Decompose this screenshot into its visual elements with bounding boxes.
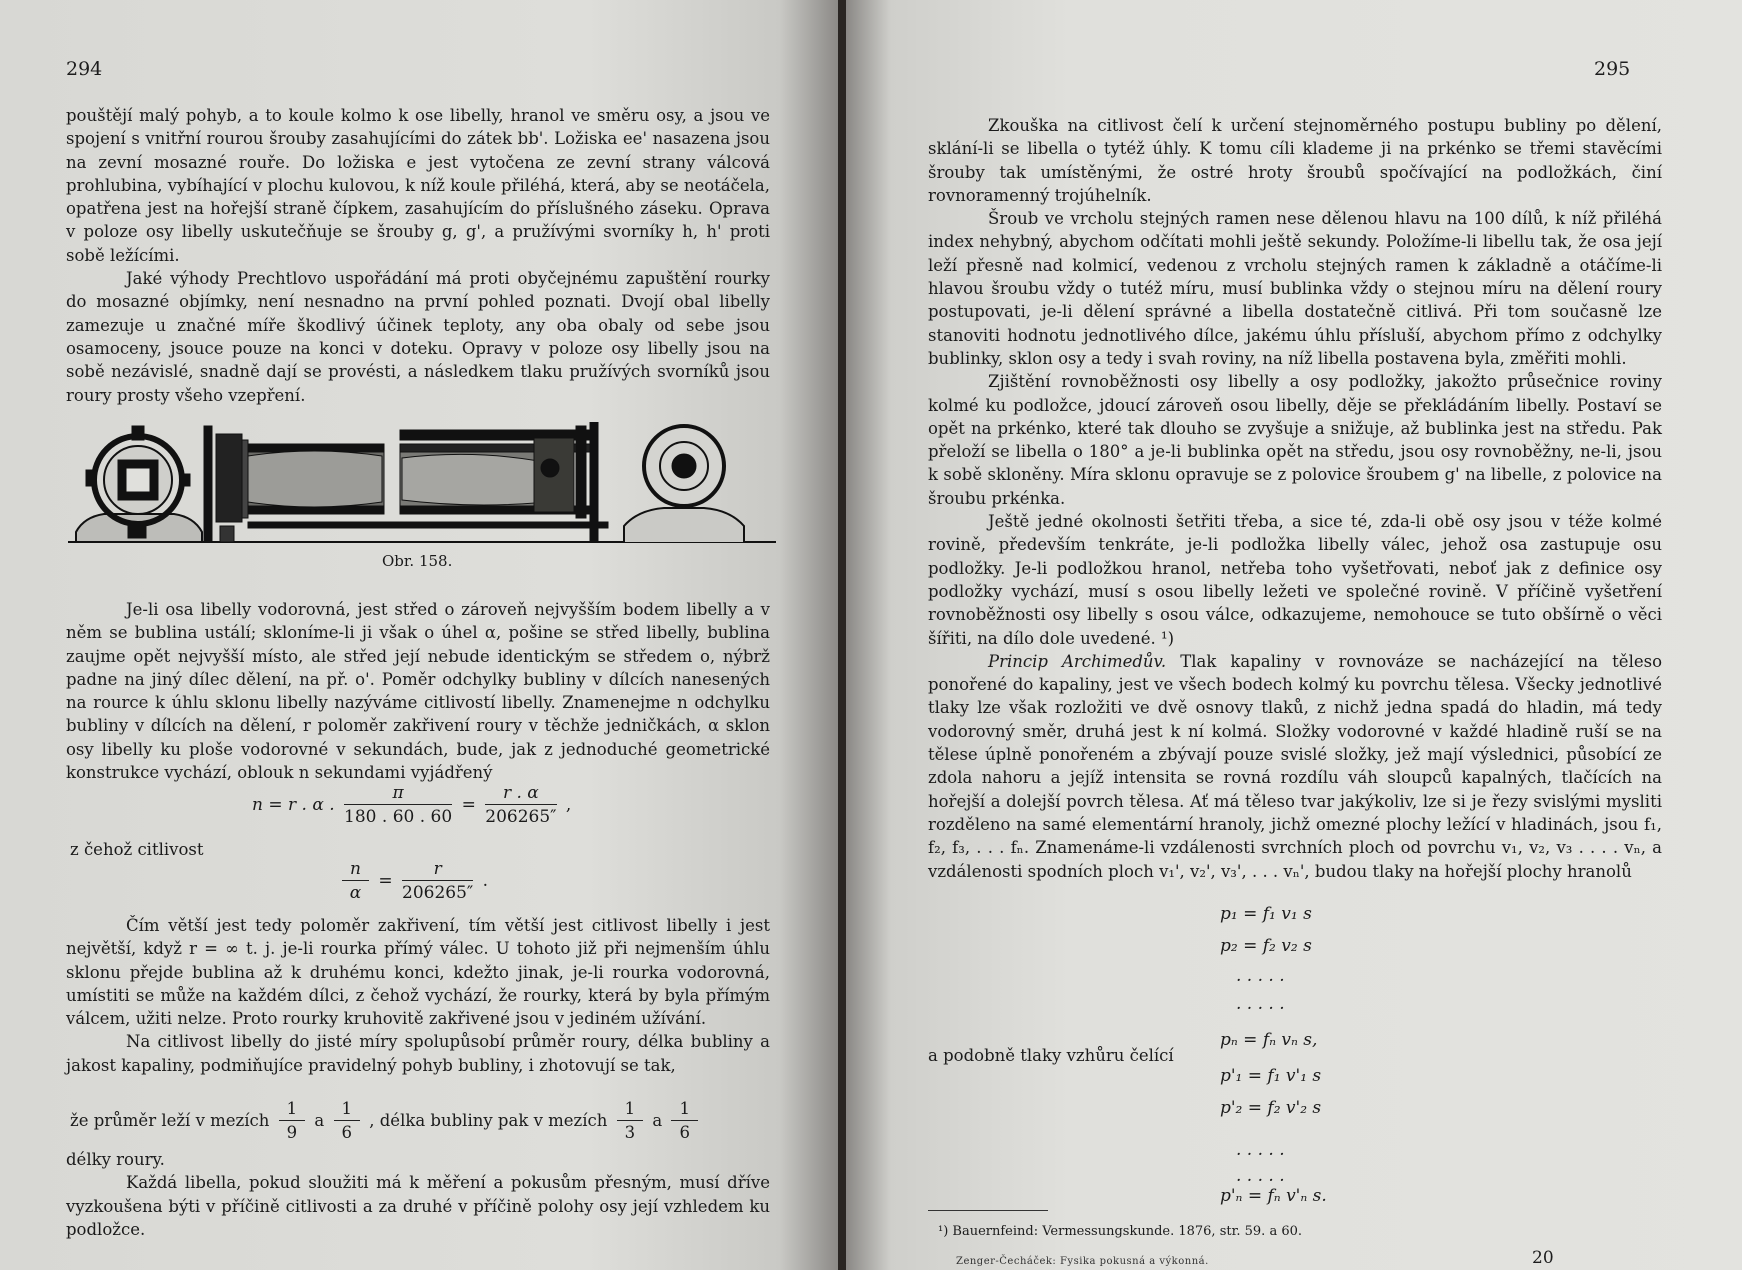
paragraph-5: Na citlivost libelly do jisté míry spolupůsobí průměr roury, délka bubliny a jakost kapaliny, podmiňujíce pravidelný pohyb bubliny, i zhotovují se tak, [66,1032,770,1075]
label-citlivost: z čehož citlivost [70,840,204,859]
footnote: ¹) Bauernfeind: Vermessungskunde. 1876, str. 59. a 60. [938,1224,1303,1239]
paragraph [66,598,770,784]
paragraph-2: Šroub ve vrcholu stejných ramen nese dělenou hlavu na 100 dílů, k níž přiléhá index nehybný, abychom odčítati mohli ještě sekundy. Položíme-li libellu tak, že osa její leží přesně nad kolmicí, vedenou z vrcholu stejných ramen k základně a otáčíme-li hlavou šroubu vždy o tutéž míru, musí bublinka vždy o stejnou míru na dělení roury postupovati, je-li dělení správné a libella dostatečně citlivá. Při tom současně lze stanoviti hodnotu jednotlivého dílce, jakému úhlu přísluší, abychom přímo z odchylky bublinky, sklon osy a tedy i svah roviny, na níž libella postavena byla, změřiti mohli. [928,209,1662,368]
paragraph-4: Ještě jedné okolnosti šetřiti třeba, a sice té, zda-li obě osy jsou v téže kolmé rovině, především tenkráte, je-li podložka libelly válec, jehož osa zastupuje osu podložky. Je-li podložkou hranol, netřeba toho vyšetřovati, neboť jak z definice osy podložky vychází, musí s osou libelly ležeti ve společné rovině. V příčině vyšetření rovnoběžnosti osy libelly s osou válce, odkazujeme, nemohouce se tuto obšírně o věci šířiti, na dílo dole uvedené. ¹) [928,512,1662,648]
paragraph-3: Je-li osa libelly vodorovná, jest střed o zároveň nejvyšším bodem libelly a v něm se bublina ustálí; skloníme-li ji však o úhel α, pošine se střed libelly, bublina zaujme opět nejvyšší místo, ale střed její nebude identickým se středem o, nýbrž padne na jiný dílec dělení, na př. o'. Poměr odchylky bubliny v dílcích nanesených na rource k úhlu sklonu libelly nazýváme citlivostí libelly. Znamenejme n odchylku bubliny v dílcích na dělení, r poloměr zakřivení roury v těchže jedničkách, α sklon osy libelly ku ploše vodorovné v sekundách, bude, jak z jednoduché geometrické konstrukce vychází, oblouk n sekundami vyjádřený [66,600,770,783]
eq1-fraction-2: $\frac{r . \alpha}{206265''}$ [485,783,557,827]
section-title: Princip Archimedův. [988,651,1167,671]
paragraph-6: Každá libella, pokud sloužiti má k měření a pokusům přesným, musí dříve vyzkoušena býti v příčině citlivosti a za druhé v příčině polohy osy její vzhledem ku podložce. [66,1173,770,1239]
label-podobne: a podobně tlaky vzhůru čelící [928,1046,1174,1065]
bottom-line: Zenger-Čecháček: Fysika pokusná a výkonná. [956,1256,1209,1267]
eq-pn: pₙ = fₙ vₙ s, [1220,1030,1318,1050]
eq-p2: p₂ = f₂ v₂ s [1220,936,1312,956]
paragraph [66,1148,770,1241]
figure-158-drawing [64,422,776,552]
line-delky: délky roury. [66,1150,165,1169]
eq2-fraction-1: $\frac{n}{\alpha}$ [342,858,369,905]
signature-mark: 20 [1532,1248,1554,1268]
paragraph-4: Čím větší jest tedy poloměr zakřivení, tím větší jest citlivost libelly i jest největší, když r = ∞ t. j. je-li rourka přímý válec. U tohoto již při nejmenším úhlu sklonu přejde bublina až k druhému konci, kdežto jinak, je-li rourka vodorovná, umístiti se může na každém dílci, z čehož vychází, že rourky, která by byla přímým válcem, užiti nelze. Proto rourky kruhovitě zakřivené jsou v jediném užívání. [66,916,770,1029]
equation-2: $\frac{n}{\alpha}$ = $\frac{r}{206265''}$ . [338,858,488,905]
left-page [0,0,838,1270]
eq-dots: . . . . . [1236,1140,1285,1160]
eq-dots: . . . . . [1236,994,1285,1014]
paragraph-5: Princip Archimedův. Tlak kapaliny v rovnováze se nacházející na těleso ponořené do kapaliny, jest ve všech bodech kolmý ku povrchu tělesa. Všecky jednotlivé tlaky lze však rozložiti ve dvě osnovy tlaků, z nichž jedna spadá do hladin, má tedy vodorovný směr, druhá jest k ní kolmá. Složky vodorovné v každé hladině ruší se na tělese úplně ponořeném a zbývají pouze svislé složky, jež mají výslednici, působící ze zdola nahoru a jejíž intensita se rovná rozdílu váh sloupců kapalných, tlačících na hořejší a dolejší povrch tělesa. Ať má těleso tvar jakýkoliv, lze si je řezy svislými mysliti rozděleno na samé elementární hranoly, jichž omezné plochy ležící v hladinách, jsou f₁, f₂, f₃, . . . fₙ. Znamenáme-li vzdálenosti svrchních ploch od povrchu v₁, v₂, v₃ . . . . vₙ, a vzdálenosti spodních ploch v₁', v₂', v₃', . . . vₙ', budou tlaky na hořejší plochy hranolů [928,651,1663,881]
eq-p2-up: p'₂ = f₂ v'₂ s [1220,1098,1322,1118]
right-page [846,0,1742,1270]
figure-caption: Obr. 158. [382,552,453,570]
end-view-right [624,426,744,542]
eq2-fraction-2: $\frac{r}{206265''}$ [402,859,474,903]
eq-p1: p₁ = f₁ v₁ s [1220,904,1312,924]
paragraph-1: Zkouška na citlivost čelí k určení stejnoměrného postupu bubliny po dělení, sklání-li se libella o tytéž úhly. K tomu cíli klademe ji na prkénko se třemi stavěcími šrouby tak umístěnými, že ostré hroty šroubů spočívající na podložkách, činí rovnoramenný trojúhelník. [928,116,1662,205]
paragraph [66,104,770,407]
footnote-rule [928,1210,1048,1211]
equation-1: n = r . α . $\frac{\pi}{180 . 60 . 60}$ = $\frac{r . \alpha}{206265''}$ , [252,783,572,827]
eq-pn-up: p'ₙ = fₙ v'ₙ s. [1220,1186,1327,1206]
paragraph-1: pouštějí malý pohyb, a to koule kolmo k ose libelly, hranol ve směru osy, a jsou ve spojení s vnitřní rourou šrouby zasahujícími do zátek bb'. Ložiska ee' nasazena jsou na zevní mosazné rouře. Do ložiska e jest vytočena ze zevní strany válcová prohlubina, vybíhající v plochu kulovou, k níž koule přiléhá, která, aby se neotáčela, opatřena jest na hořejší straně čípkem, zasahujícím do příslušného záseku. Oprava v poloze osy libelly uskutečňuje se šrouby g, g', a pružívými svorníky h, h' proti sobě ležícími. [66,106,770,265]
end-view-left [68,426,212,542]
paragraph [66,914,770,1077]
page-number: 294 [66,58,103,80]
eq-p1-up: p'₁ = f₁ v'₁ s [1220,1066,1322,1086]
paragraph-2: Jaké výhody Prechtlovo uspořádání má proti obyčejnému zapuštění rourky do mosazné objímky, není nesnadno na první pohled poznati. Dvojí obal libelly zamezuje u značné míře škodlivý účinek teploty, any oba obaly od sebe jsou osamoceny, jsouce pouze na konci v doteku. Opravy v poloze osy libelly jsou na sobě nezávislé, snadně dají se provésti, a následkem tlaku pružívých svorníků jsou roury prosty všeho vzepření. [66,269,770,405]
eq1-fraction-1: $\frac{\pi}{180 . 60 . 60}$ [344,783,453,827]
eq-dots: . . . . . [1236,966,1285,986]
page-number: 295 [1594,58,1631,80]
eq-dots: . . . . . [1236,1166,1285,1186]
fraction-line: že průměr leží v mezích $\frac{1}{9}$ a $\frac{1}{6}$ , délka bubliny pak v mezích $\frac{1}{3}$ a $\frac{1}{6}$ [70,1098,702,1145]
paragraph-3: Zjištění rovnoběžnosti osy libelly a osy podložky, jakožto průsečnice roviny kolmé ku podložce, jdoucí zároveň osou libelly, děje se překládáním libelly. Postaví se opět na prkénko, které tak dlouho se zvyšuje a snižuje, až bublinka jest na středu. Pak přeloží se libella o 180° a je-li bublinka opět na středu, jsou osy rovnoběžny, ne-li, jsou k sobě skloněny. Míra sklonu opravuje se z polovice šroubem g' na libelle, z polovice na šroubu prkénka. [928,372,1662,508]
eq1-lhs: n = r . α . [252,795,335,815]
paragraph [928,114,1662,883]
